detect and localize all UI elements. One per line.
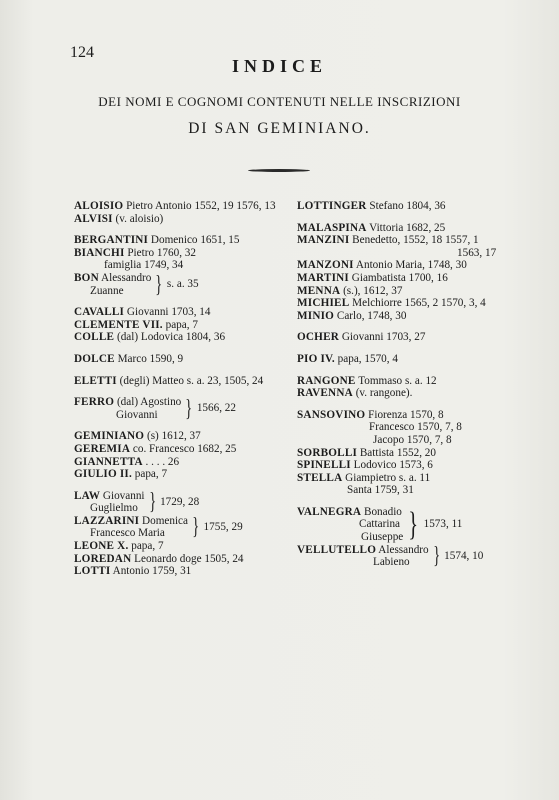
entry-name: GIULIO II.: [74, 468, 132, 481]
index-subentry: famiglia 1749, 34: [104, 259, 184, 272]
index-entry-group: [74, 272, 299, 297]
index-entry: [297, 272, 522, 285]
index-entry: [74, 353, 299, 366]
entry-text: Marco 1590, 9: [114, 352, 184, 365]
entry-name: LOTTI: [74, 565, 111, 578]
entry-name: ELETTI: [74, 374, 117, 387]
entry-text: Leonardo doge 1505, 24: [131, 552, 244, 565]
index-entry-group: [74, 515, 299, 540]
entry-name: MANZONI: [297, 259, 354, 272]
entry-name: ALOISIO: [74, 200, 124, 212]
brace-icon: }: [155, 271, 163, 298]
index-entry-group: [297, 544, 522, 569]
entry-text: papa, 1570, 4: [334, 352, 398, 365]
index-subentry: Francesco 1570, 7, 8: [369, 421, 462, 434]
entry-text: Giambatista 1700, 16: [348, 271, 448, 284]
brace-icon: }: [185, 395, 193, 422]
index-entry: [297, 375, 522, 388]
entry-name: LAZZARINI: [74, 514, 140, 527]
index-entry: [297, 259, 522, 272]
entry-text: (degli) Matteo s. a. 23, 1505, 24: [116, 374, 264, 387]
index-entry: [74, 443, 299, 456]
entry-text: co. Francesco 1682, 25: [130, 442, 237, 455]
entry-name: OCHER: [297, 331, 340, 344]
entry-text: Fiorenza 1570, 8: [365, 408, 444, 421]
index-entry: [74, 306, 299, 319]
index-entry: [297, 353, 522, 366]
entry-name: BON: [74, 271, 99, 284]
entry-name: VALNEGRA: [297, 505, 362, 518]
index-entry: [297, 459, 522, 472]
index-entry: [74, 468, 299, 481]
entry-name: LEONE X.: [74, 540, 129, 553]
entry-text: Pietro 1760, 32: [124, 246, 196, 259]
entry-name: PIO IV.: [297, 352, 335, 365]
entry-text: Tommaso s. a. 12: [355, 374, 437, 387]
entry-name: BERGANTINI: [74, 234, 149, 247]
brace-icon: }: [408, 505, 419, 543]
entry-name: MENNA: [297, 284, 341, 297]
entry-name: SORBOLLI: [297, 446, 358, 459]
entry-text: Giovanni 1703, 27: [339, 331, 426, 344]
entry-ref: 1729, 28: [160, 495, 200, 508]
entry-name: GEREMIA: [74, 442, 131, 455]
index-entry: [297, 200, 522, 213]
entry-name: VELLUTELLO: [297, 543, 377, 556]
entry-second: Cattarina: [359, 518, 401, 531]
entry-first: Bonadio: [361, 505, 402, 518]
index-entry: [297, 297, 522, 310]
entry-ref: 1566, 22: [196, 402, 236, 415]
entry-second: Zuanne: [90, 284, 124, 297]
entry-name: STELLA: [297, 471, 343, 484]
entry-text: Domenico 1651, 15: [148, 234, 240, 247]
entry-name: FERRO: [74, 396, 115, 409]
index-entry-group: [297, 506, 522, 544]
page-subtitle-place: DI SAN GEMINIANO.: [188, 120, 371, 137]
index-entry: [74, 430, 299, 443]
index-entry: [74, 456, 299, 469]
entry-name: BIANCHI: [74, 246, 125, 259]
index-entry-group: [74, 490, 299, 515]
index-entry: [297, 285, 522, 298]
entry-text: Battista 1552, 20: [357, 446, 436, 459]
index-entry: [297, 310, 522, 323]
entry-text: (s) 1612, 37: [144, 430, 201, 443]
entry-text: (dal) Lodovica 1804, 36: [114, 331, 226, 344]
index-column-left: [74, 200, 299, 578]
entry-text: Carlo, 1748, 30: [334, 309, 407, 322]
entry-name: LOTTINGER: [297, 200, 367, 212]
entry-name: COLLE: [74, 331, 115, 344]
index-entry: [74, 375, 299, 388]
entry-text: Vittoria 1682, 25: [366, 221, 446, 234]
index-entry: [74, 200, 299, 213]
index-entry: [74, 565, 299, 578]
ornamental-rule: [248, 169, 310, 172]
entry-first: Giovanni: [100, 489, 145, 502]
entry-name: SPINELLI: [297, 459, 351, 472]
entry-text: Giovanni 1703, 14: [124, 306, 211, 319]
index-entry-group: [74, 396, 299, 421]
entry-name: LAW: [74, 489, 101, 502]
index-entry: [297, 222, 522, 235]
index-entry: [297, 387, 522, 400]
entry-text: Antonio Maria, 1748, 30: [353, 259, 467, 272]
brace-icon: }: [192, 514, 200, 541]
entry-text: (s.), 1612, 37: [340, 284, 403, 297]
index-column-right: [297, 200, 522, 569]
entry-first: Alessandro: [376, 543, 429, 556]
entry-name: GIANNETTA: [74, 455, 143, 468]
entry-name: LOREDAN: [74, 552, 132, 565]
entry-text: papa, 7: [162, 318, 198, 331]
entry-name: MALASPINA: [297, 221, 367, 234]
page-number: 124: [70, 44, 94, 61]
entry-name: CLEMENTE VII.: [74, 318, 163, 331]
entry-name: MARTINI: [297, 271, 349, 284]
entry-text: Benedetto, 1552, 18 1557, 1: [349, 234, 479, 247]
index-entry: [74, 553, 299, 566]
index-entry: [74, 247, 299, 260]
entry-text: . . . . 26: [142, 455, 180, 468]
entry-third: Giuseppe: [361, 531, 404, 544]
index-entry: [297, 234, 522, 247]
entry-name: MINIO: [297, 309, 335, 322]
index-entry: [74, 213, 299, 226]
entry-ref: 1573, 11: [423, 518, 463, 531]
index-entry: [74, 331, 299, 344]
index-subentry: Santa 1759, 31: [347, 484, 414, 497]
index-entry: [74, 540, 299, 553]
entry-text: (v. rangone).: [352, 387, 413, 400]
entry-second: Francesco Maria: [90, 527, 165, 540]
entry-name: RAVENNA: [297, 387, 353, 400]
entry-second: Guglielmo: [90, 502, 138, 515]
entry-text: Melchiorre 1565, 2 1570, 3, 4: [349, 297, 486, 310]
index-subentry: 1563, 17: [457, 246, 497, 259]
index-subentry: Jacopo 1570, 7, 8: [373, 433, 452, 446]
entry-text: (v. aloisio): [112, 212, 164, 225]
entry-ref: 1574, 10: [444, 549, 484, 562]
entry-text: Stefano 1804, 36: [366, 200, 446, 212]
page-subtitle: DEI NOMI E COGNOMI CONTENUTI NELLE INSCRIZIONI: [98, 94, 461, 109]
entry-first: (dal) Agostino: [114, 396, 182, 409]
page-title: INDICE: [231, 56, 327, 76]
entry-ref: s. a. 35: [166, 278, 199, 291]
brace-icon: }: [432, 543, 440, 570]
entry-text: Pietro Antonio 1552, 19 1576, 13: [123, 200, 276, 212]
entry-text: Antonio 1759, 31: [110, 565, 192, 578]
index-entry: [297, 447, 522, 460]
entry-text: papa, 7: [128, 540, 164, 553]
brace-icon: }: [148, 489, 156, 516]
entry-ref: 1755, 29: [203, 521, 243, 534]
entry-text: papa, 7: [131, 468, 168, 481]
index-entry: [74, 234, 299, 247]
entry-name: CAVALLI: [74, 306, 125, 319]
entry-name: MICHIEL: [297, 297, 350, 310]
index-entry: [74, 319, 299, 332]
entry-first: Alessandro: [101, 271, 152, 284]
entry-name: RANGONE: [297, 374, 356, 387]
entry-name: ALVISI: [74, 212, 113, 225]
index-entry: [297, 331, 522, 344]
entry-text: Lodovico 1573, 6: [350, 459, 433, 472]
entry-name: SANSOVINO: [297, 408, 366, 421]
entry-name: MANZINI: [297, 234, 350, 247]
index-entry: [297, 409, 522, 422]
entry-name: GEMINIANO: [74, 430, 145, 443]
entry-name: DOLCE: [74, 352, 115, 365]
entry-second: Giovanni: [116, 408, 158, 421]
entry-text: Giampietro s. a. 11: [342, 471, 431, 484]
entry-first: Domenica: [139, 514, 188, 527]
entry-second: Labieno: [373, 556, 410, 569]
index-entry: [297, 472, 522, 485]
